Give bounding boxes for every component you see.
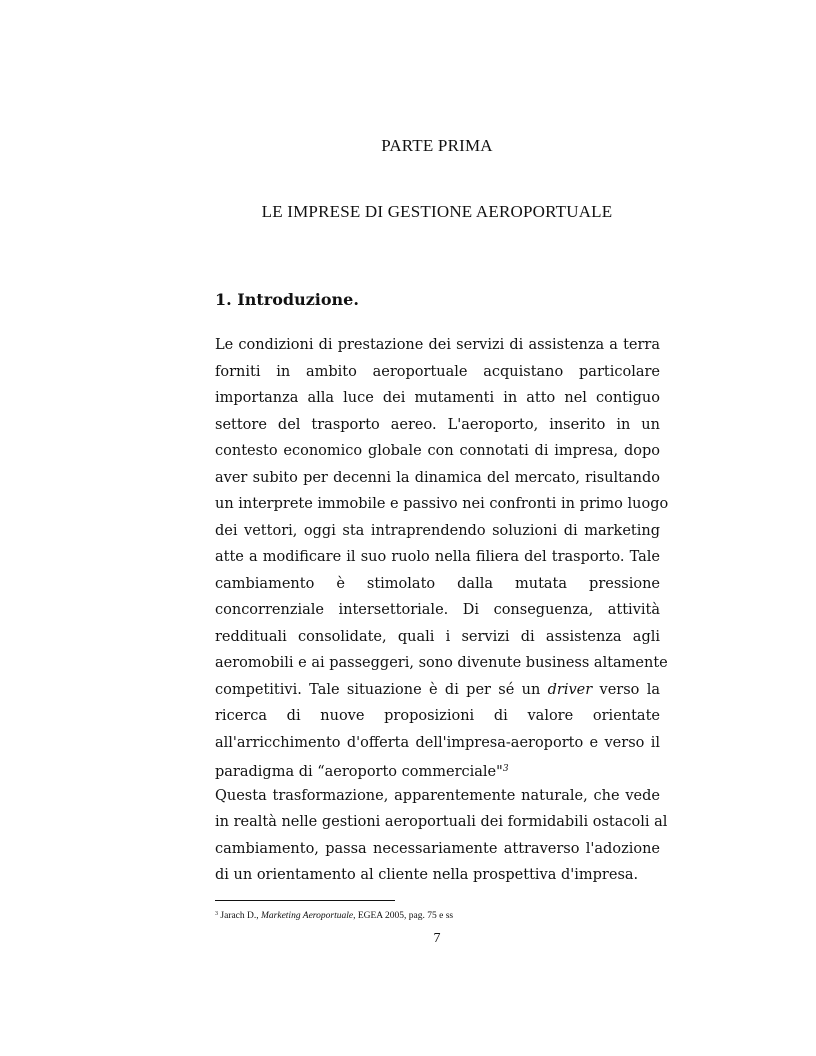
text-line: settore del trasporto aereo. L'aeroporto, inserito in un	[215, 416, 660, 433]
footnote-divider	[215, 900, 395, 901]
footnote-author: Jarach D.,	[220, 911, 261, 921]
text-line: forniti in ambito aeroportuale acquistano particolare	[215, 363, 660, 380]
footnote	[215, 911, 453, 921]
text-line: di un orientamento al cliente nella prospettiva d'impresa.	[215, 867, 639, 883]
text-line: cambiamento è stimolato dalla mutata pressione	[215, 575, 660, 592]
text-line	[215, 677, 660, 704]
text-segment: verso la	[592, 681, 660, 698]
emphasis-driver: driver	[547, 681, 593, 698]
text-line: concorrenziale intersettoriale. Di conseguenza, attività	[215, 602, 660, 618]
footnote-number: 3	[215, 911, 218, 917]
section-heading: 1. Introduzione.	[215, 290, 359, 309]
text-line: aver subito per decenni la dinamica del mercato, risultando	[215, 469, 660, 486]
text-line: dei vettori, oggi sta intraprendendo soluzioni di marketing	[215, 522, 660, 539]
text-line: Le condizioni di prestazione dei servizi di assistenza a terra	[215, 337, 660, 353]
text-line: in realtà nelle gestioni aeroportuali dei formidabili ostacoli al	[215, 814, 668, 830]
part-title: PARTE PRIMA	[381, 136, 493, 155]
text-line: importanza alla luce dei mutamenti in atto nel contiguo	[215, 390, 660, 406]
chapter-title: LE IMPRESE DI GESTIONE AEROPORTUALE	[261, 202, 613, 221]
text-line: Questa trasformazione, apparentemente naturale, che vede	[215, 787, 660, 804]
text-line: contesto economico globale con connotati di impresa, dopo	[215, 443, 660, 459]
text-line	[215, 756, 660, 783]
text-line: atte a modificare il suo ruolo nella filiera del trasporto. Tale	[215, 549, 660, 565]
text-segment: paradigma di “aeroporto commerciale"	[215, 764, 503, 780]
body-text	[215, 332, 669, 889]
footnote-rest: , EGEA 2005, pag. 75 e ss	[353, 911, 454, 921]
text-line: reddituali consolidate, quali i servizi di assistenza agli	[215, 628, 660, 645]
footnote-title: Marketing Aeroportuale	[261, 911, 354, 921]
text-line: aeromobili e ai passeggeri, sono divenute business altamente	[215, 655, 668, 671]
text-line: un interprete immobile e passivo nei confronti in primo luogo	[215, 496, 669, 512]
text-line: all'arricchimento d'offerta dell'impresa-aeroporto e verso il	[215, 734, 660, 751]
page-number: 7	[433, 931, 441, 946]
footnote-reference[interactable]: 3	[502, 764, 509, 774]
text-line: cambiamento, passa necessariamente attraverso l'adozione	[215, 840, 660, 857]
text-line: ricerca di nuove proposizioni di valore orientate	[215, 708, 660, 724]
text-segment: competitivi. Tale situazione è di per sé un	[215, 681, 548, 698]
